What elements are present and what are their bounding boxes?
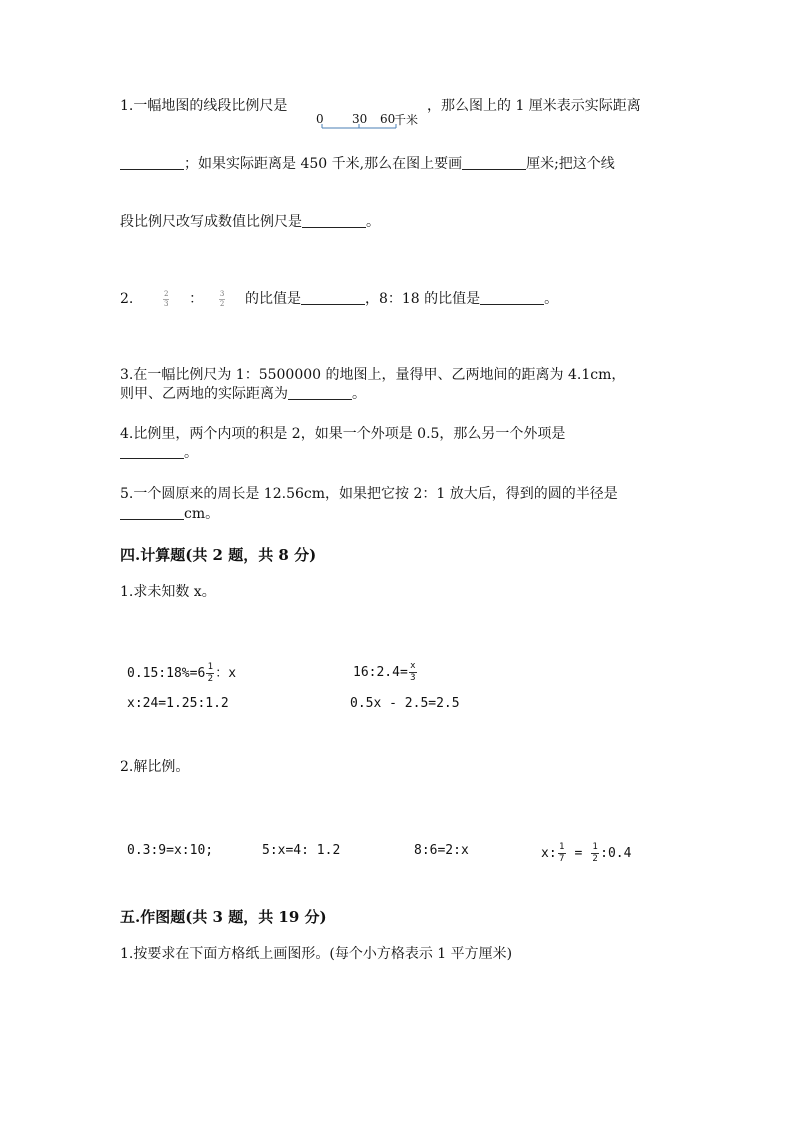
proportion-2: 5:x=4: 1.2 [262,843,341,858]
q1-text-b: ，那么图上的 1 厘米表示实际距离 [427,98,641,114]
eq1-text-b: ：x [215,666,237,681]
q1-blank-3[interactable] [302,213,366,228]
eq1-text-a: 0.15:18%=6 [127,666,206,681]
q2-f1-den: 3 [164,299,169,308]
q5-blank[interactable] [120,505,184,520]
q2-fraction-2 [219,291,225,308]
eq1-f-num: 1 [207,662,213,672]
equation-1 [127,662,236,684]
q2-f2-den: 2 [219,299,225,308]
p4-f1-num: 1 [558,842,565,852]
q2-number: 2. [120,291,134,307]
eq2-f-num: x [410,661,416,671]
p4-f1-den: 7 [558,854,565,864]
q2-blank-1[interactable] [301,290,365,305]
scale-unit: 千米 [394,113,419,127]
q1-text-a: 1.一幅地图的线段比例尺是 [120,98,288,114]
eq1-f-den: 2 [207,674,213,684]
q2-text-a: 的比值是 [244,291,301,307]
proportion-4 [541,843,631,864]
q4-line1: 4.比例里，两个内项的积是 2，如果一个外项是 0.5，那么另一个外项是 [120,426,566,442]
q4-line2 [120,444,198,462]
q3-text: 则甲、乙两地的实际距离为 [120,386,288,402]
p4-text-a: x: [541,846,557,861]
q4-end: 。 [184,445,198,461]
q2-blank-2[interactable] [480,290,544,305]
p4-fraction-1 [558,843,566,864]
q2-f2-num: 3 [219,289,225,298]
q3-line2 [120,385,366,403]
eq2-text: 16:2.4= [353,665,408,680]
p4-equals: = [566,846,591,861]
proportion-1: 0.3:9=x:10; [127,843,214,858]
q1-blank-1[interactable] [120,155,184,170]
q1-line1 [120,97,287,115]
q1-line3 [120,213,380,231]
p4-f2-num: 1 [592,842,598,852]
equation-2 [353,662,418,683]
q5-end: cm。 [184,506,220,522]
q2-fraction-1 [163,291,169,308]
line-segment-scale [316,100,426,130]
equation-3: x:24=1.25:1.2 [127,696,229,711]
q3-line1: 3.在一幅比例尺为 1：5500000 的地图上，量得甲、乙两地间的距离为 4.1cm， [120,367,626,383]
eq2-f-den: 3 [410,673,416,683]
q1-line2 [120,155,615,173]
q2-text-c: 。 [544,291,559,307]
sec4-q1: 1.求未知数 x。 [120,584,216,600]
q5-line1: 5.一个圆原来的周长是 12.56cm，如果把它按 2：1 放大后，得到的圆的半径是 [120,486,618,502]
q1-line1-end [427,97,641,115]
sec5-q1: 1.按要求在下面方格纸上画图形。(每个小方格表示 1 平方厘米) [120,946,513,962]
p4-text-b: :0.4 [600,846,632,861]
q4-blank[interactable] [120,444,184,459]
scale-label-60: 60 [380,112,396,126]
q5-line2 [120,505,219,523]
section-5-title: 五.作图题(共 3 题，共 19 分) [120,908,327,926]
q2-f1-num: 2 [164,289,169,298]
q2-text-b: ，8：18 的比值是 [364,291,481,307]
section-4-title: 四.计算题(共 2 题，共 8 分) [120,546,317,564]
q1-text-d: 厘米;把这个线 [526,156,615,172]
p4-f2-den: 2 [592,854,598,864]
q1-text-f: 。 [366,214,380,230]
q2-colon: ： [189,291,204,307]
eq2-fraction [409,662,417,683]
q1-text-c: ；如果实际距离是 450 千米,那么在图上要画 [184,156,463,172]
q1-text-e: 段比例尺改写成数值比例尺是 [120,214,302,230]
scale-label-30: 30 [352,112,368,126]
proportion-3: 8:6=2:x [414,843,469,858]
scale-label-0: 0 [316,112,324,126]
p4-fraction-2 [591,843,599,864]
q2-line [120,290,558,308]
equation-4: 0.5x - 2.5=2.5 [350,696,460,711]
q3-end: 。 [352,386,366,402]
q3-blank[interactable] [288,385,352,400]
eq1-fraction [206,663,214,684]
sec4-q2: 2.解比例。 [120,759,190,775]
q1-blank-2[interactable] [462,155,526,170]
